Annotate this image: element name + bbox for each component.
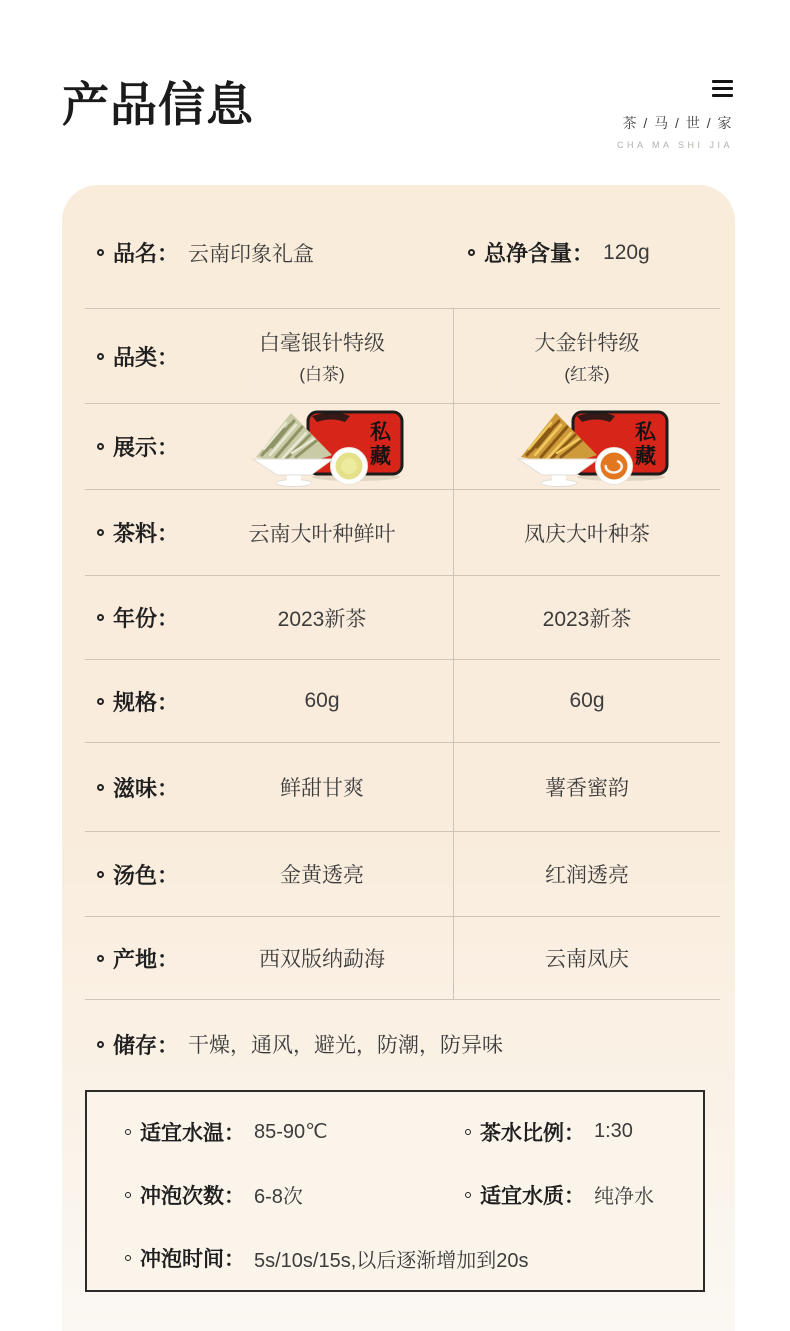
storage-value: 干燥，通风，避光，防潮，防异味 [188,1034,504,1057]
bullet-icon [465,1192,471,1198]
liquor-col1: 金黄透亮 [280,864,364,887]
liquor-label: 汤色： [113,862,180,888]
material-col1: 云南大叶种鲜叶 [248,522,396,546]
product-name-label: 品名： [113,241,180,266]
brew-row-2 [125,1163,703,1226]
brew-row-1 [125,1100,703,1163]
origin-label-cell [85,917,191,999]
tin-calligraphy: 藏 [370,444,391,468]
spec-label: 规格： [113,689,180,715]
product-name-value: 云南印象礼盒 [188,242,315,266]
bullet-icon [97,614,104,621]
header [0,0,790,185]
page-title: 产品信息 [62,78,254,131]
spec-col1: 60g [304,689,340,712]
bullet-icon [97,698,104,705]
display-white-tea-cell [191,404,453,489]
spec-label-cell [85,660,191,742]
brand-name: 茶 / 马 / 世 / 家 [622,115,733,131]
water-quality-label: 适宜水质： [480,1184,585,1208]
brew-time-label: 冲泡时间： [140,1248,245,1272]
taste-col2: 薯香蜜韵 [545,777,629,800]
bullet-icon [465,1129,471,1135]
tea-ratio-value: 1:30 [594,1120,633,1143]
origin-col2: 云南凤庆 [545,948,629,971]
display-label: 展示： [113,435,180,460]
menu-bar [712,87,733,90]
row-origin [85,917,720,1000]
material-label: 茶料： [113,521,180,546]
row-year [85,576,720,660]
material-col2: 凤庆大叶种茶 [524,522,650,546]
liquor-label-cell [85,832,191,916]
material-label-cell [85,490,191,575]
water-quality-value: 纯净水 [594,1186,654,1209]
storage-label: 储存： [113,1032,180,1058]
display-label-cell [85,404,191,489]
menu-bar [712,80,733,83]
net-weight-value: 120g [603,240,650,264]
row-storage [85,1000,720,1088]
bullet-icon [97,784,104,791]
tea-ratio-pair [465,1117,703,1147]
category-black-tea-cell [453,309,720,403]
taste-label: 滋味： [113,775,180,801]
bullet-icon [97,443,104,450]
brew-time-value: 5s/10s/15s,以后逐渐增加到20s [254,1249,529,1272]
display-black-tea-cell [453,404,720,489]
category-col1: 白毫银针特级 [259,332,385,355]
tin-calligraphy: 私 [370,420,391,444]
net-weight-label: 总净含量： [484,241,595,266]
row-liquor-color [85,832,720,917]
row-taste [85,743,720,832]
hamburger-menu-icon[interactable] [712,80,733,97]
bullet-icon [97,871,104,878]
brewing-info-box [85,1090,705,1292]
row-spec [85,660,720,743]
category-col1-sub: (白茶) [299,365,345,384]
bullet-icon [125,1255,131,1261]
brand-block [617,70,733,150]
brew-count-pair [125,1180,465,1210]
row-display [85,404,720,490]
year-col2: 2023新茶 [542,607,632,631]
net-weight-pair [468,237,720,268]
product-info-card [62,185,735,1331]
year-label-cell [85,576,191,659]
origin-col1: 西双版纳勐海 [259,948,385,971]
white-tea-photo [236,407,408,487]
category-label: 品类： [113,344,180,370]
water-temp-value: 85-90℃ [254,1121,328,1144]
tea-ratio-label: 茶水比例： [480,1121,585,1145]
spec-col2: 60g [569,689,605,712]
product-name-pair [85,237,468,268]
bullet-icon [97,529,104,536]
tin-calligraphy: 藏 [635,444,656,468]
water-temp-pair [125,1117,465,1147]
origin-label: 产地： [113,946,180,972]
category-col2-sub: (红茶) [564,365,610,384]
category-col2: 大金针特级 [534,332,640,355]
row-category [85,309,720,404]
bullet-icon [468,249,475,256]
category-white-tea-cell [191,309,453,403]
bullet-icon [97,249,104,256]
bullet-icon [97,1041,104,1048]
row-product-name [85,185,720,309]
bullet-icon [97,955,104,962]
brand-latin: CHA MA SHI JIA [616,140,733,150]
water-quality-pair [465,1180,703,1210]
taste-col1: 鲜甜甘爽 [280,777,364,800]
brew-time-pair [125,1243,703,1273]
menu-bar [712,94,733,97]
liquor-col2: 红润透亮 [545,864,629,887]
year-label: 年份： [113,606,180,631]
brew-row-3 [125,1227,703,1290]
water-temp-label: 适宜水温： [140,1121,245,1145]
bullet-icon [97,353,104,360]
category-label-cell [85,309,191,403]
black-tea-photo [501,407,673,487]
bullet-icon [125,1129,131,1135]
row-material [85,490,720,576]
year-col1: 2023新茶 [277,607,367,631]
tin-calligraphy: 私 [635,420,656,444]
brew-count-value: 6-8次 [254,1186,303,1209]
taste-label-cell [85,743,191,831]
bullet-icon [125,1192,131,1198]
brew-count-label: 冲泡次数： [140,1184,245,1208]
